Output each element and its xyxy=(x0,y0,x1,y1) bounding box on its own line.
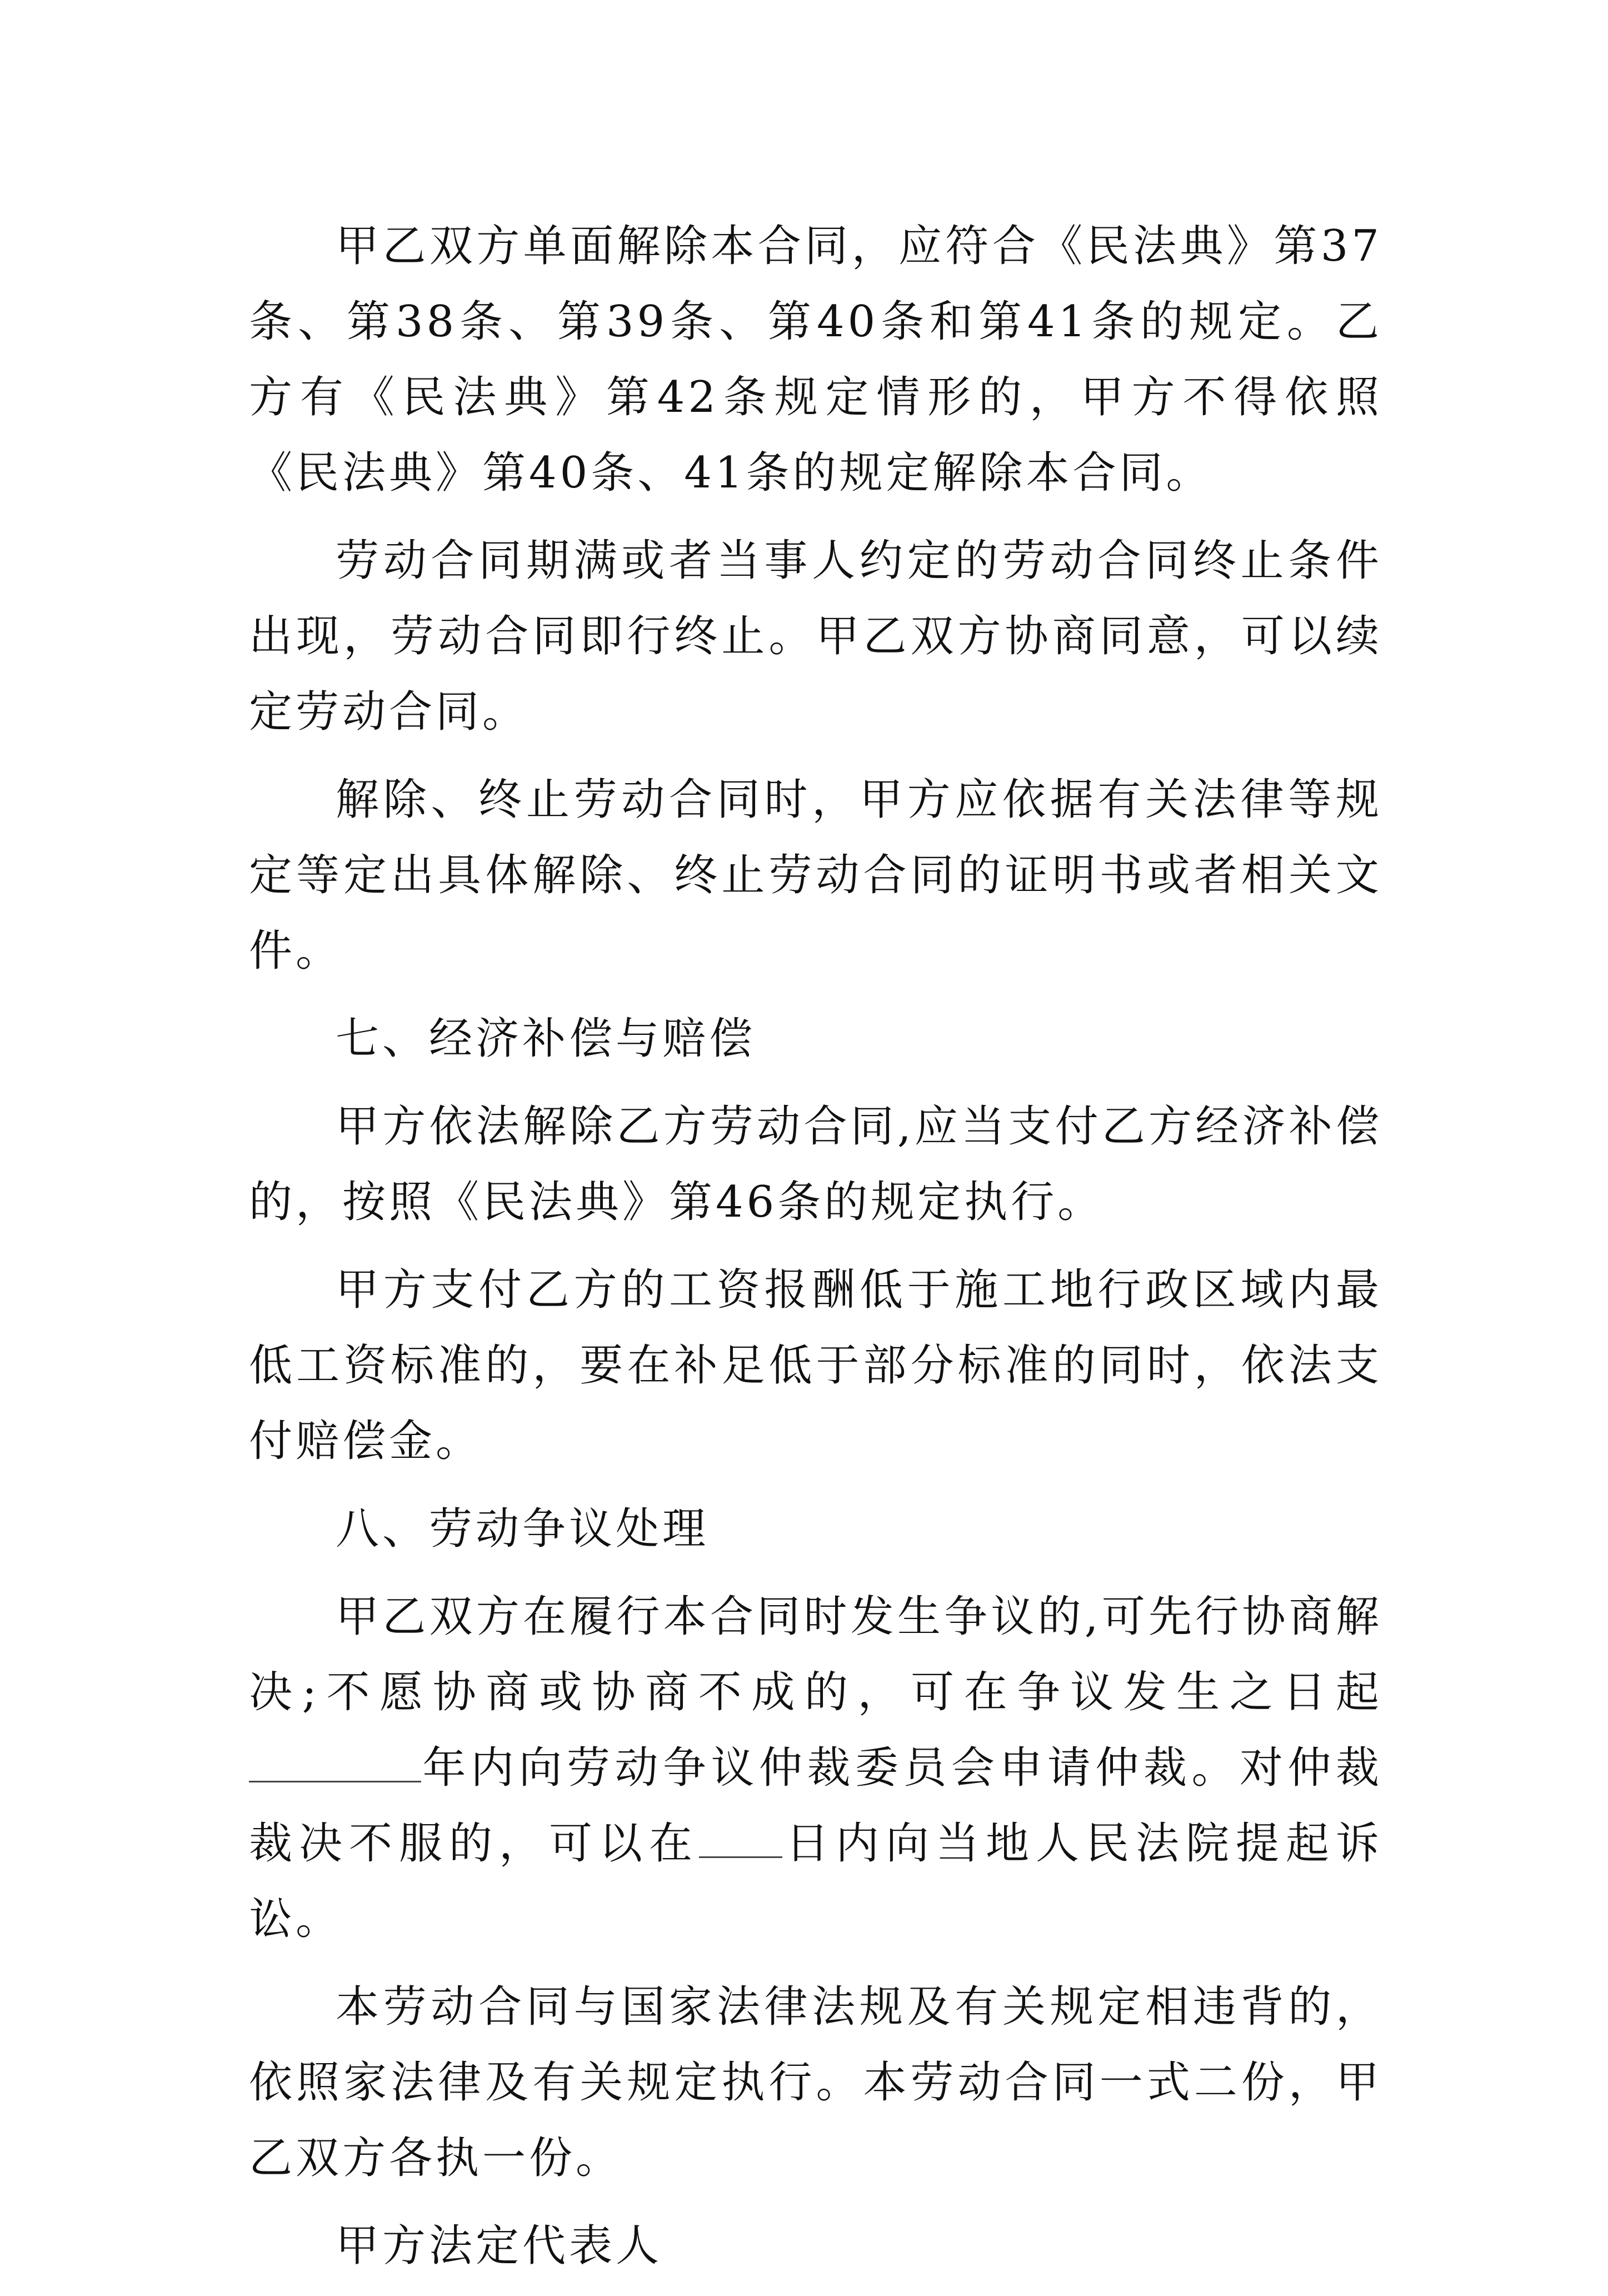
blank-days-field[interactable] xyxy=(699,1817,782,1858)
paragraph-closing-clause: 本劳动合同与国家法律法规及有关规定相违背的，依照家法律及有关规定执行。本劳动合同一式二份，甲乙双方各执一份。 xyxy=(249,1982,1382,2183)
dispute-text-part3: 日内向当地人民法院提起诉讼。 xyxy=(249,1819,1382,1944)
signature-label: 甲方法定代表人 xyxy=(336,2221,663,2271)
paragraph-dispute-resolution xyxy=(249,1579,1382,1957)
paragraph-minimum-wage: 甲方支付乙方的工资报酬低于施工地行政区域内最低工资标准的，要在补足低于部分标准的同时，依法支付赔偿金。 xyxy=(249,1265,1382,1466)
section-heading-dispute: 八、劳动争议处理 xyxy=(336,1504,710,1554)
dispute-text-part1: 甲乙双方在履行本合同时发生争议的,可先行协商解决;不愿协商或协商不成的，可在争议发生之日起 xyxy=(249,1592,1382,1717)
paragraph-contract-expiry: 劳动合同期满或者当事人约定的劳动合同终止条件出现，劳动合同即行终止。甲乙双方协商同意，可以续定劳动合同。 xyxy=(249,536,1382,737)
paragraph-termination-rules: 甲乙双方单面解除本合同，应符合《民法典》第37条、第38条、第39条、第40条和第41条的规定。乙方有《民法典》第42条规定情形的，甲方不得依照《民法典》第40条、41条的规定解除本合同。 xyxy=(249,221,1382,498)
paragraph-termination-certificate: 解除、终止劳动合同时，甲方应依据有关法律等规定等定出具体解除、终止劳动合同的证明书或者相关文件。 xyxy=(249,775,1382,976)
blank-years-field[interactable] xyxy=(249,1742,421,1782)
paragraph-economic-compensation: 甲方依法解除乙方劳动合同,应当支付乙方经济补偿的，按照《民法典》第46条的规定执行。 xyxy=(249,1102,1382,1227)
dispute-text-part2: 年内向劳动争议仲裁委员会申请仲裁。对仲裁裁决不服的，可以在 xyxy=(249,1743,1382,1869)
document-page xyxy=(249,208,1382,2296)
section-heading-compensation: 七、经济补偿与赔偿 xyxy=(336,1014,756,1064)
